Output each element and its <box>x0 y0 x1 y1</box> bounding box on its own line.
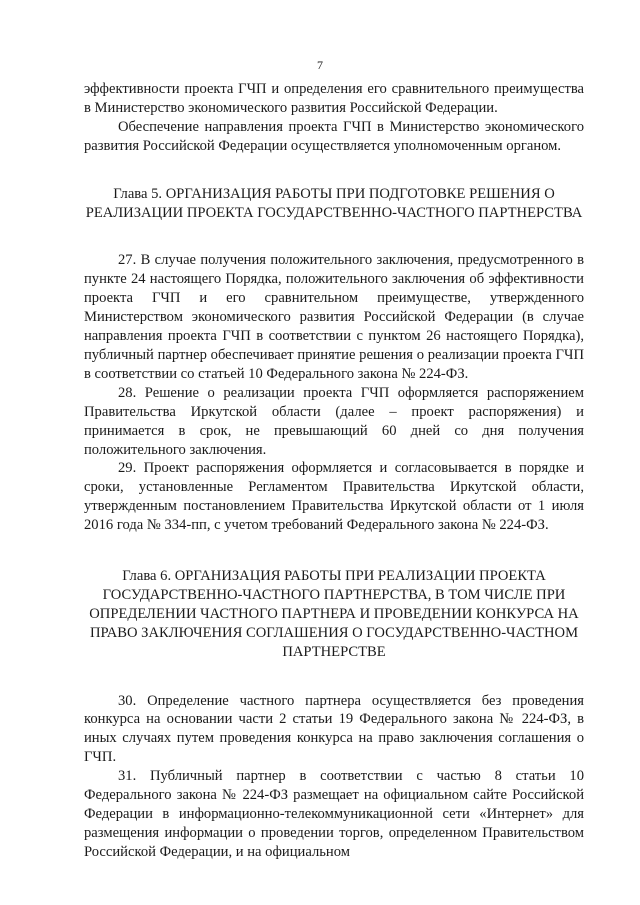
paragraph-continued: эффективности проекта ГЧП и определения его сравнительного преимущества в Министерство экономического развития Российской Федерации. <box>84 81 584 116</box>
clause-31: 31. Публичный партнер в соответствии с частью 8 статьи 10 Федерального закона № 224-ФЗ размещает на официальном сайте Российской Федерации в информационно-телекоммуникационной сети «Интернет» для размещения информации о проведении торгов, определенном Правительством Российской Федерации, и на официальном <box>84 768 584 860</box>
paragraph-submission: Обеспечение направления проекта ГЧП в Министерство экономического развития Российской Федерации осуществляется уполномоченным органом. <box>84 118 584 154</box>
clause-27: 27. В случае получения положительного заключения, предусмотренного в пункте 24 настоящего Порядка, положительного заключения об эффективности проекта ГЧП и его сравнительном преимуществе, утвержденного Министерством экономического развития Российской Федерации (в случае направления проекта ГЧП в соответствии с пунктом 26 настоящего Порядка), публичный партнер обеспечивает принятие решения о реализации проекта ГЧП в соответствии со статьей 10 Федерального закона № 224-ФЗ. <box>84 252 584 382</box>
clause-28: 28. Решение о реализации проекта ГЧП оформляется распоряжением Правительства Иркутской области (далее – проект распоряжения) и принимается в срок, не превышающий 60 дней со дня получения положительного заключения. <box>84 384 584 458</box>
clause-30: 30. Определение частного партнера осуществляется без проведения конкурса на основании части 2 статьи 19 Федерального закона № 224-ФЗ, в иных случаях путем проведения конкурса на право заключения соглашения о ГЧП. <box>84 692 584 766</box>
document-body <box>84 80 584 862</box>
clause-29: 29. Проект распоряжения оформляется и согласовывается в порядке и сроки, установленные Регламентом Правительства Иркутской области, утвержденным постановлением Правительства Иркутской области от 1 июля 2016 года № 334-пп, с учетом требований Федерального закона № 224-ФЗ. <box>84 460 584 534</box>
chapter-6-title: Глава 6. ОРГАНИЗАЦИЯ РАБОТЫ ПРИ РЕАЛИЗАЦИИ ПРОЕКТА ГОСУДАРСТВЕННО-ЧАСТНОГО ПАРТНЕРСТВА, В ТОМ ЧИСЛЕ ПРИ ОПРЕДЕЛЕНИИ ЧАСТНОГО ПАРТНЕРА И ПРОВЕДЕНИИ КОНКУРСА НА ПРАВО ЗАКЛЮЧЕНИЯ СОГЛАШЕНИЯ О ГОСУДАРСТВЕННО-ЧАСТНОМ ПАРТНЕРСТВЕ <box>89 568 579 660</box>
chapter-5-title: Глава 5. ОРГАНИЗАЦИЯ РАБОТЫ ПРИ ПОДГОТОВКЕ РЕШЕНИЯ О РЕАЛИЗАЦИИ ПРОЕКТА ГОСУДАРСТВЕННО-ЧАСТНОГО ПАРТНЕРСТВА <box>85 185 583 221</box>
page-number: 7 <box>317 58 323 72</box>
